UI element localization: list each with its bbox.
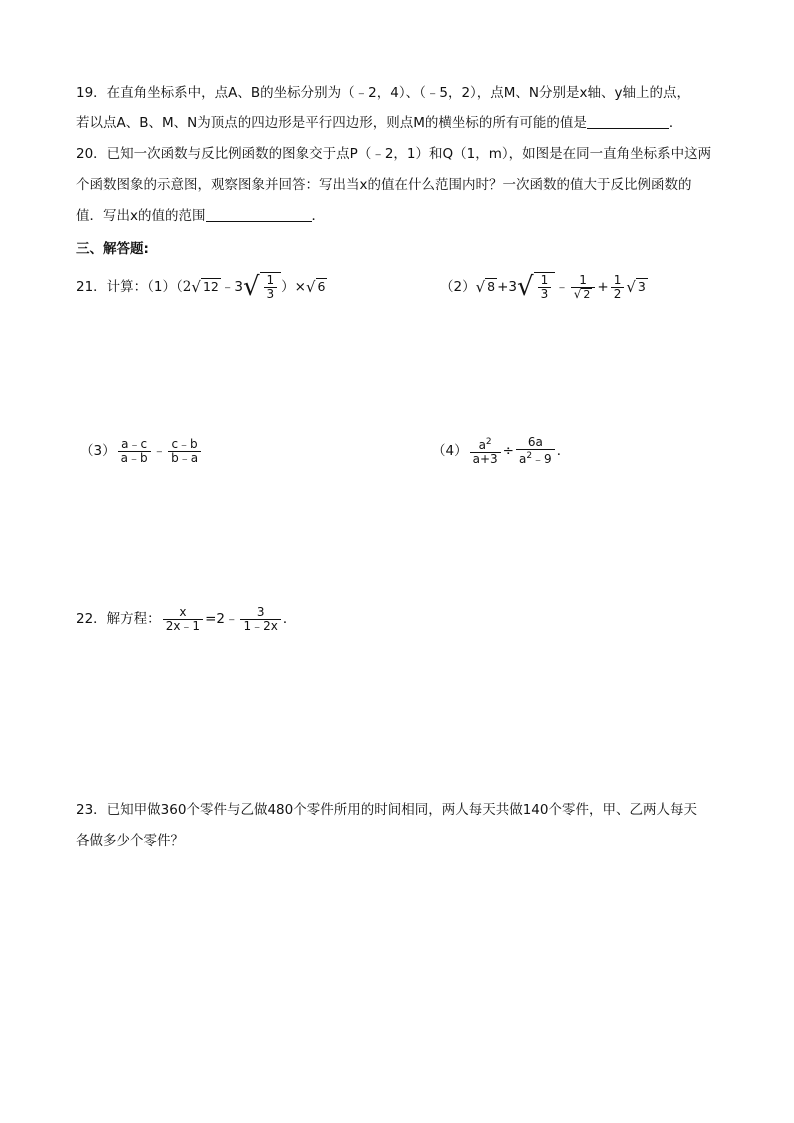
frac-one-over-sqrt2: 1 √ 2: [571, 274, 596, 301]
q21-part4: [432, 436, 570, 466]
minus: ﹣: [152, 443, 167, 459]
frac-6a-over-a2-9: $\frac{6a}{a^2﹣9}$: [516, 436, 555, 466]
q20-answer-blank[interactable]: [206, 208, 312, 222]
sqrt-one-third-2: √ $\frac{1}{3}$: [517, 272, 555, 302]
q19-line1: 19．在直角坐标系中，点A、B的坐标分别为（﹣2，4）、（﹣5，2），点M、N分别是x轴、y轴上的点，: [76, 85, 691, 101]
q20-line1: 20．已知一次函数与反比例函数的图象交于点P（﹣2，1）和Q（1，m），如图是在同一直角坐标系中这两: [76, 146, 712, 162]
q23-line1: 23．已知甲做360个零件与乙做480个零件所用的时间相同，两人每天共做140个零件，甲、乙两人每天: [76, 802, 697, 818]
q21-part3: [80, 436, 203, 466]
sqrt-3: √ 3: [626, 278, 646, 296]
plus: +: [597, 279, 609, 295]
q21-part1: [76, 272, 327, 302]
q22: [76, 604, 296, 634]
plus-3: +3: [497, 279, 518, 295]
minus-3: ﹣3: [220, 279, 243, 295]
period: ．: [282, 611, 297, 627]
frac-a-c-over-a-b: $\frac{a﹣c}{a﹣b}$: [118, 438, 151, 465]
coef: 2: [182, 279, 192, 295]
minus: ﹣: [555, 279, 569, 295]
frac-3-over-1-2x: $\frac{3}{1﹣2x}$: [240, 606, 280, 633]
sqrt-8: √ 8: [475, 278, 496, 296]
q19-line2-text: 若以点A、B、M、N为顶点的四边形是平行四边形，则点M的横坐标的所有可能的值是: [76, 115, 587, 131]
frac-half: $\frac{1}{2}$: [611, 274, 625, 301]
q19-end: ．: [668, 115, 683, 131]
part2-label: （2）: [440, 279, 476, 295]
q20-line3-text: 值．写出x的值的范围: [76, 208, 206, 224]
part3-label: （3）: [80, 443, 116, 459]
part4-label: （4）: [432, 443, 468, 459]
divide: ÷: [502, 443, 514, 459]
frac-a2-over-a-plus-3: $\frac{a^2}{a+3}$: [470, 436, 501, 466]
period: ．: [556, 443, 571, 459]
sqrt-6: √ 6: [305, 278, 326, 296]
q21-part2: [440, 272, 648, 302]
frac-x-over-2x-1: $\frac{x}{2x﹣1}$: [163, 606, 203, 633]
equals-2-minus: =2﹣: [205, 611, 239, 627]
close-times: ）×: [281, 279, 306, 295]
frac-c-b-over-b-a: $\frac{c﹣b}{b﹣a}$: [168, 438, 201, 465]
section-title: 三、解答题:: [76, 241, 149, 257]
q20-end: ．: [311, 208, 325, 224]
q20-line3: [76, 207, 325, 225]
q22-label: 22．解方程：: [76, 611, 161, 627]
q19-answer-blank[interactable]: [587, 115, 669, 129]
sqrt-12: √ 12: [191, 278, 219, 296]
q21-label: 21．计算：（1）（: [76, 279, 183, 295]
q20-line2: 个函数图象的示意图，观察图象并回答：写出当x的值在什么范围内时？一次函数的值大于反比例函数的: [76, 177, 692, 193]
sqrt-one-third: √ $\frac{1}{3}$: [243, 272, 281, 302]
q19-line2: [76, 114, 682, 132]
q23-line2: 各做多少个零件？: [76, 833, 184, 849]
